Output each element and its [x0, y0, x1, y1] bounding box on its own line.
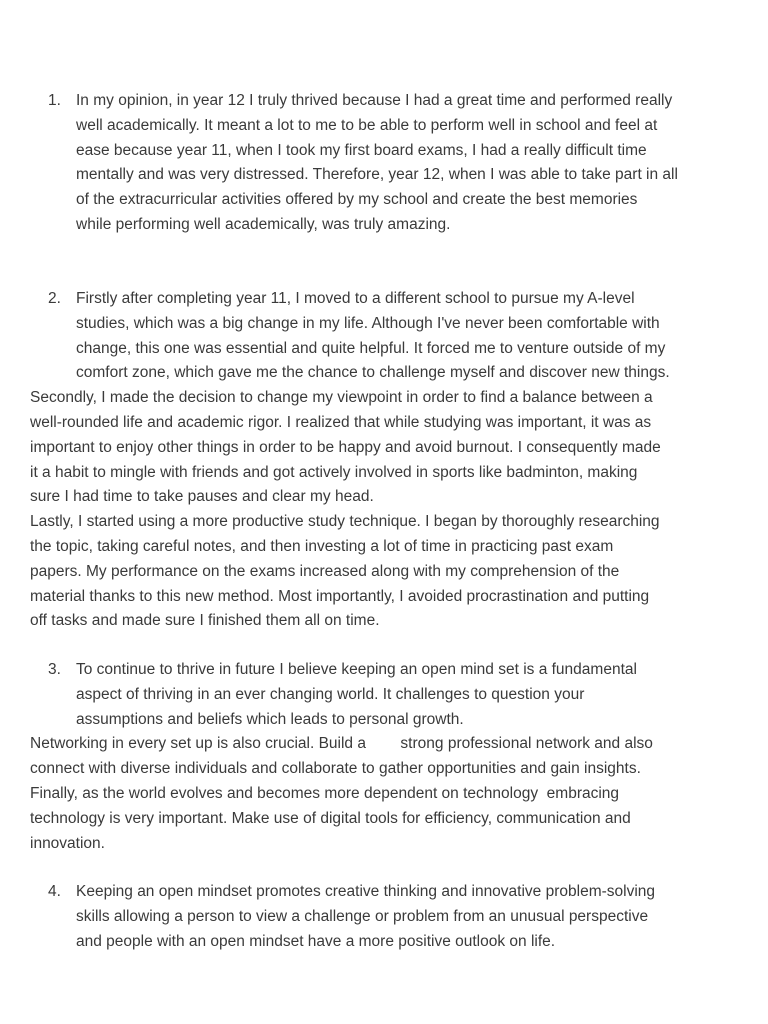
text-line: Lastly, I started using a more productive study technique. I began by thoroughly researching — [30, 513, 660, 531]
text-line: studies, which was a big change in my life. Although I've never been comfortable with — [76, 314, 660, 332]
text-line: well academically. It meant a lot to me to be able to perform well in school and feel at — [76, 116, 658, 134]
text-line: mentally and was very distressed. Therefore, year 12, when I was able to take part in all — [76, 166, 678, 184]
list-number: 3. — [48, 661, 61, 678]
paragraph-lastly — [0, 510, 740, 634]
text-line: important to enjoy other things in order to be happy and avoid burnout. I consequently made — [30, 438, 661, 456]
list-number: 2. — [48, 290, 61, 307]
text-line: technology is very important. Make use of digital tools for efficiency, communication and — [30, 809, 631, 827]
text-line: off tasks and made sure I finished them all on time. — [30, 612, 380, 630]
text-line: well-rounded life and academic rigor. I realized that while studying was important, it was as — [30, 413, 652, 431]
text-line: it a habit to mingle with friends and got actively involved in sports like badminton, making — [30, 463, 638, 481]
text-line: ease because year 11, when I took my first board exams, I had a really difficult time — [76, 141, 647, 159]
text-line: and people with an open mindset have a more positive outlook on life. — [76, 932, 556, 950]
paragraph-networking — [0, 732, 740, 856]
text-line: assumptions and beliefs which leads to personal growth. — [76, 710, 464, 728]
text-line: connect with diverse individuals and collaborate to gather opportunities and gain insights. — [30, 760, 641, 778]
text-line: Keeping an open mindset promotes creative thinking and innovative problem-solving — [76, 883, 656, 900]
text-line: To continue to thrive in future I believe keeping an open mind set is a fundamental — [76, 661, 637, 678]
text-line: In my opinion, in year 12 I truly thrived because I had a great time and performed really — [76, 92, 673, 109]
text-line: material thanks to this new method. Most importantly, I avoided procrastination and putting — [30, 587, 650, 605]
text-line: the topic, taking careful notes, and then investing a lot of time in practicing past exam — [30, 537, 614, 555]
list-item-1 — [0, 89, 768, 238]
text-line: of the extracurricular activities offered by my school and create the best memories — [76, 191, 638, 209]
text-line: innovation. — [30, 834, 105, 852]
text-line: Networking in every set up is also crucial. Build a strong professional network and also — [30, 735, 653, 753]
text-line: comfort zone, which gave me the chance to challenge myself and discover new things. — [76, 364, 670, 382]
text-line: aspect of thriving in an ever changing world. It challenges to question your — [76, 685, 585, 703]
text-line: change, this one was essential and quite helpful. It forced me to venture outside of my — [76, 339, 666, 357]
text-line: while performing well academically, was truly amazing. — [76, 215, 451, 233]
text-line: skills allowing a person to view a challenge or problem from an unusual perspective — [76, 907, 649, 925]
paragraph-secondly — [0, 386, 740, 510]
text-line: Secondly, I made the decision to change my viewpoint in order to find a balance between a — [30, 389, 653, 407]
list-item-4 — [0, 880, 768, 954]
list-item-2 — [0, 287, 768, 634]
text-line: Finally, as the world evolves and becomes more dependent on technology embracing — [30, 784, 620, 802]
text-line: papers. My performance on the exams increased along with my comprehension of the — [30, 562, 620, 580]
list-number: 4. — [48, 883, 61, 900]
list-item-3 — [0, 658, 768, 856]
text-line: Firstly after completing year 11, I moved to a different school to pursue my A-level — [76, 290, 635, 307]
text-line: sure I had time to take pauses and clear my head. — [30, 488, 374, 506]
list-number: 1. — [48, 92, 61, 109]
